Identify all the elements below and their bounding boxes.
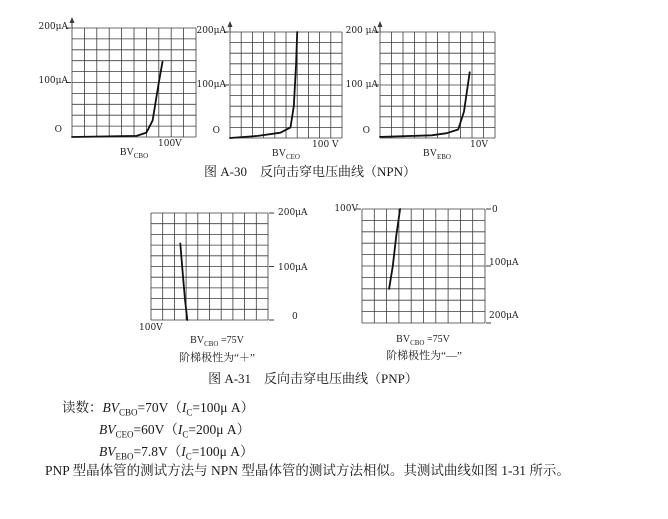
axis-name-bvceo (251, 148, 321, 163)
chart-pnp-plus (139, 201, 280, 332)
reading-line-bvceo (99, 422, 250, 443)
origin-label: 0 (292, 312, 298, 322)
x-corner-label: 100 V (312, 140, 339, 150)
bv-symbol: BV (99, 444, 116, 459)
axis-suffix: =75V (218, 335, 244, 346)
value-text: =100μ A） (191, 444, 254, 459)
x-corner-label: 10V (470, 140, 488, 150)
value-text: =200μ A） (188, 422, 251, 437)
axis-prefix: BV (396, 334, 411, 345)
value-text: =60V（ (133, 422, 178, 437)
origin-label: O (362, 126, 370, 136)
origin-label: O (54, 125, 62, 135)
ic-symbol: I (181, 444, 186, 459)
readings-lead: 读数： (62, 400, 103, 415)
closing-sentence: PNP 型晶体管的测试方法与 NPN 型晶体管的测试方法相似。其测试曲线如图 1-31 所示。 (45, 463, 570, 478)
ic-sub: C (186, 407, 193, 418)
chart-pnp-minus (350, 197, 497, 335)
y-mid-label: 100μA (489, 258, 519, 268)
axis-sub: CEO (285, 153, 300, 161)
x-left-label: 100V (334, 204, 358, 214)
value-text: =7.8V（ (133, 444, 182, 459)
axis-prefix: BV (423, 148, 437, 159)
ic-sub: C (182, 429, 189, 440)
axis-name-pnp-plus (162, 335, 272, 350)
axis-prefix: BV (190, 335, 205, 346)
axis-sub: CBO (133, 152, 149, 160)
y-top-label: 200μA (38, 22, 68, 32)
axis-prefix: BV (119, 147, 134, 158)
bv-sub: EBO (115, 451, 134, 462)
y-top-label: 200μA (278, 208, 308, 218)
ic-symbol: I (177, 422, 183, 437)
figure-a31-caption: 图 A-31 反向击穿电压曲线（PNP） (208, 371, 418, 386)
y-top-label: 200 μA (345, 26, 378, 36)
x-corner-label: 100V (158, 139, 182, 149)
axis-name-pnp-minus (368, 334, 478, 349)
y-mid-label: 100μA (196, 80, 226, 90)
reading-line-bvcbo (62, 400, 254, 421)
origin-label: O (212, 126, 220, 136)
value-text: =70V（ (137, 400, 182, 415)
axis-suffix: =75V (424, 334, 450, 345)
ic-sub: C (185, 451, 192, 462)
chart-npn-bvebo (368, 20, 507, 150)
axis-prefix: BV (272, 148, 286, 159)
y-mid-label: 100μA (278, 263, 308, 273)
axis-name-bvebo (402, 148, 472, 163)
reading-line-bvebo (99, 444, 254, 465)
value-text: =100μ A） (192, 400, 255, 415)
axis-sub: CBO (410, 339, 425, 347)
axis-name-bvcbo (99, 147, 169, 162)
step-polarity-minus: 阶梯极性为“—” (386, 350, 462, 362)
y-mid-label: 100 μA (345, 80, 378, 90)
bv-symbol: BV (99, 422, 116, 437)
bv-symbol: BV (102, 400, 119, 415)
x-corner-label: 100V (139, 323, 163, 333)
ic-symbol: I (181, 400, 187, 415)
axis-sub: CBO (204, 340, 219, 348)
origin-label: 0 (492, 205, 498, 215)
step-polarity-plus: 阶梯极性为“＋” (179, 352, 255, 364)
y-bottom-label: 200μA (489, 311, 519, 321)
figure-a30-caption: 图 A-30 反向击穿电压曲线（NPN） (204, 164, 416, 179)
axis-sub: EBO (436, 153, 451, 161)
y-top-label: 200μA (196, 26, 226, 36)
bv-sub: CEO (115, 429, 134, 440)
y-mid-label: 100μA (38, 76, 68, 86)
bv-sub: CBO (119, 407, 138, 418)
